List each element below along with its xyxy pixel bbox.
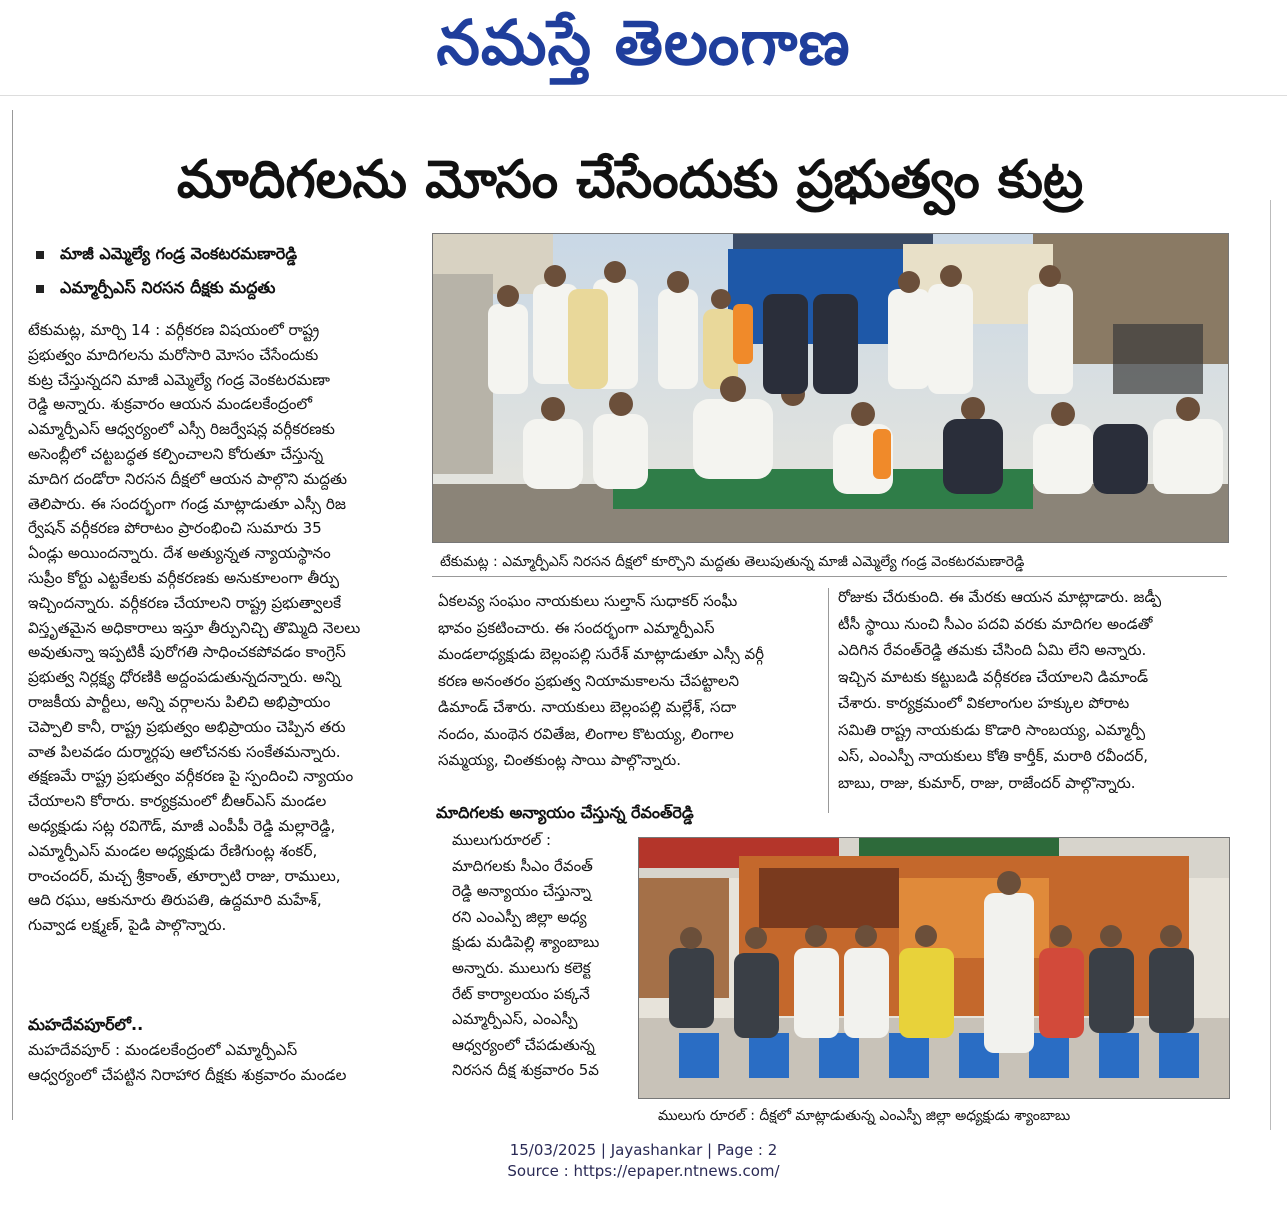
masthead-title: నమస్తే తెలంగాణ bbox=[436, 6, 851, 79]
column-3-line: బాబు, రాజు, కుమార్, రాజు, రాజేందర్ పాల్గొన్నారు. bbox=[838, 773, 1136, 792]
column-3-line: ఎదిగిన రేవంత్‌రెడ్డి తమకు చేసింది ఏమి లేని అన్నారు. bbox=[838, 641, 1147, 659]
subsection-mulugu-text bbox=[452, 828, 627, 1084]
column-2-line: మండలాధ్యక్షుడు బెల్లంపల్లి సురేశ్ మాట్లాడుతూ ఎస్సీ వర్గీ bbox=[438, 645, 765, 663]
photo-1-caption: టేకుమట్ల : ఎమ్మార్పీఎస్ నిరసన దీక్షలో కూర్చొని మద్దతు తెలుపుతున్న మాజీ ఎమ్మెల్యే గండ్ర వెంకటరమణారెడ్డి bbox=[440, 554, 1025, 570]
column-1-line: అవుతున్నా ఇప్పటికీ పురోగతి సాధించకపోవడం కాంగ్రెస్ bbox=[28, 643, 346, 662]
mulugu-line: రెడ్డి అన్యాయం చేస్తున్నా bbox=[452, 882, 592, 901]
page-footer bbox=[0, 1140, 1287, 1182]
mulugu-line: ఎమ్మార్పీఎస్, ఎంఎస్పీ bbox=[452, 1010, 578, 1029]
article-headline: మాదిగలను మోసం చేసేందుకు ప్రభుత్వం కుట్ర bbox=[176, 150, 1084, 210]
column-1-line: రాంచందర్, మచ్చ శ్రీకాంత్, తూర్పాటి రాజు, రాములు, bbox=[28, 866, 341, 885]
adjacent-page-strip bbox=[1270, 200, 1287, 1130]
column-1-line: సుప్రీం కోర్టు ఎట్టకేలకు వర్గీకరణకు అనుకూలంగా తీర్పు bbox=[28, 568, 340, 587]
subheading-mahadevpur: మహదేవపూర్‌లో.. bbox=[28, 1015, 144, 1034]
bullet-text: మాజీ ఎమ్మెల్యే గండ్ర వెంకటరమణారెడ్డి bbox=[60, 244, 298, 263]
mulugu-line: రని ఎంఎస్పీ జిల్లా అధ్య bbox=[452, 907, 587, 926]
column-2-line: సమ్మయ్య, చింతకుంట్ల సాయి పాల్గొన్నారు. bbox=[438, 751, 681, 769]
column-1-line: చేయాలని కోరారు. కార్యక్రమంలో బీఆర్ఎస్ మండల bbox=[28, 792, 327, 811]
column-rule bbox=[828, 588, 829, 813]
column-1-line: ప్రభుత్వ నిర్లక్ష్య ధోరణికి అద్దంపడుతున్నదన్నారు. అన్ని bbox=[28, 668, 341, 687]
column-1-line: చెప్పాలి కానీ, రాష్ట్ర ప్రభుత్వం అభిప్రాయం చెప్పిన తరు bbox=[28, 717, 346, 736]
column-2-line: ఏకలవ్య సంఘం నాయకులు సుల్తాన్ సుధాకర్ సంఘీ bbox=[438, 592, 738, 610]
column-3-line: చేశారు. కార్యక్రమంలో వికలాంగుల హక్కుల పోరాట bbox=[838, 694, 1130, 712]
column-1-line: ఆది రఘు, ఆకునూరు తిరుపతి, ఉద్దమారి మహేశ్, bbox=[28, 891, 322, 910]
masthead-divider bbox=[0, 95, 1287, 96]
column-3-line: రోజుకు చేరుకుంది. ఈ మేరకు ఆయన మాట్లాడారు. జడ్పీ bbox=[838, 588, 1162, 606]
column-2-line: భావం ప్రకటించారు. ఈ సందర్భంగా ఎమ్మార్పీఎస్ bbox=[438, 618, 715, 637]
mahadevpur-line: ఆధ్వర్యంలో చేపట్టిన నిరాహార దీక్షకు శుక్రవారం మండల bbox=[28, 1065, 347, 1084]
column-1-line: కుట్ర చేస్తున్నదని మాజీ ఎమ్మెల్యే గండ్ర వెంకటరమణా bbox=[28, 370, 330, 389]
bullet-item bbox=[36, 242, 297, 266]
column-3-line: సమితి రాష్ట్ర నాయకుడు కొడారి సాంబయ్య, ఎమ్మార్పీ bbox=[838, 720, 1146, 739]
bullet-text: ఎమ్మార్పీఎస్ నిరసన దీక్షకు మద్దతు bbox=[60, 278, 276, 297]
column-1-line: గువ్వాడ లక్ష్మణ్, పైడి పాల్గొన్నారు. bbox=[28, 916, 227, 935]
column-1-line: ప్రభుత్వం మాదిగలను మరోసారి మోసం చేసేందుకు bbox=[28, 345, 319, 364]
column-2-line: కరణ అనంతరం ప్రభుత్వ నియామకాలను చేపట్టాలని bbox=[438, 671, 740, 690]
column-1-line: ఇచ్చిందన్నారు. వర్గీకరణ చేయాలని రాష్ట్ర ప్రభుత్వాలకే bbox=[28, 593, 342, 612]
column-1-line: అసెంబ్లీలో చట్టబద్ధత కల్పించాలని కోరుతూ చేస్తున్న bbox=[28, 444, 324, 463]
left-page-edge bbox=[0, 110, 13, 1120]
mahadevpur-line: మహదేవపూర్ : మండలకేంద్రంలో ఎమ్మార్పీఎస్ bbox=[28, 1041, 298, 1059]
column-1-line: ర్వేషన్ వర్గీకరణ పోరాటం ప్రారంభించి సుమారు 35 bbox=[28, 519, 322, 538]
mulugu-line: ఆధ్వర్యంలో చేపడుతున్న bbox=[452, 1035, 595, 1054]
caption-rule bbox=[432, 576, 1227, 577]
subheading-revanth: మాదిగలకు అన్యాయం చేస్తున్న రేవంత్‌రెడ్డి bbox=[436, 803, 694, 822]
column-3-line: టీసీ స్థాయి నుంచి సీఎం పదవి వరకు మాదిగల అండతో bbox=[838, 614, 1153, 633]
news-photo-tekumatla bbox=[432, 233, 1229, 543]
article-column-1 bbox=[28, 318, 420, 938]
column-1-line: ఏండ్లు అయిందన్నారు. దేశ అత్యున్నత న్యాయస్థానం bbox=[28, 544, 331, 563]
column-2-line: డిమాండ్ చేశారు. నాయకులు బెల్లంపల్లి మల్లేశ్, సదా bbox=[438, 698, 737, 716]
column-3-line: ఇచ్చిన మాటకు కట్టుబడి వర్గీకరణ చేయాలని డిమాండ్ bbox=[838, 667, 1149, 686]
article-column-3 bbox=[838, 584, 1228, 796]
news-photo-mulugu bbox=[638, 837, 1230, 1099]
column-1-line: ఎమ్మార్పీఎస్ ఆధ్వర్యంలో ఎస్సీ రిజర్వేషన్ల వర్గీకరణకు bbox=[28, 420, 335, 439]
column-1-line: తెలిపారు. ఈ సందర్భంగా గండ్ర మాట్లాడుతూ ఎస్సీ రిజ bbox=[28, 494, 346, 513]
mulugu-line: మాదిగలకు సీఎం రేవంత్ bbox=[452, 856, 593, 875]
column-3-line: ఎస్, ఎంఎస్పీ నాయకులు కోతి కార్తీక్, మరాఠి రవీందర్, bbox=[838, 747, 1149, 765]
mulugu-line: క్షుడు మడిపెల్లి శ్యాంబాబు bbox=[452, 933, 600, 952]
footer-source: Source : https://epaper.ntnews.com/ bbox=[507, 1162, 780, 1180]
footer-date-edition: 15/03/2025 | Jayashankar | Page : 2 bbox=[509, 1141, 778, 1159]
bullet-item bbox=[36, 276, 275, 300]
article-column-2 bbox=[438, 588, 818, 774]
column-1-line: టేకుమట్ల, మార్చి 14 : వర్గీకరణ విషయంలో రాష్ట్ర bbox=[28, 321, 320, 339]
column-2-line: నందం, మంథెన రవితేజ, లింగాల కొటయ్య, లింగాల bbox=[438, 724, 734, 743]
newspaper-masthead bbox=[0, 0, 1287, 90]
column-1-line: రాజకీయ పార్టీలు, అన్ని వర్గాలను పిలిచి అభిప్రాయం bbox=[28, 692, 331, 711]
mulugu-line: నిరసన దీక్ష శుక్రవారం 5వ bbox=[452, 1061, 599, 1080]
protest-tent-photo bbox=[639, 838, 1229, 1098]
bullet-square-icon bbox=[36, 285, 44, 293]
mulugu-line: ములుగురూరల్ : bbox=[452, 831, 552, 849]
column-1-line: రెడ్డి అన్నారు. శుక్రవారం ఆయన మండలకేంద్రంలో bbox=[28, 395, 313, 414]
protest-sit-in-photo bbox=[433, 234, 1228, 542]
subsection-mahadevpur-text bbox=[28, 1038, 420, 1088]
mulugu-line: అన్నారు. ములుగు కలెక్ట bbox=[452, 958, 591, 977]
column-1-line: విస్తృతమైన అధికారాలు ఇస్తూ తీర్పునిచ్చి తొమ్మిది నెలలు bbox=[28, 618, 361, 637]
column-1-line: అధ్యక్షుడు సట్ల రవిగౌడ్, మాజీ ఎంపీపీ రెడ్డి మల్లారెడ్డి, bbox=[28, 816, 336, 835]
photo-2-caption: ములుగు రూరల్ : దీక్షలో మాట్లాడుతున్న ఎంఎస్పీ జిల్లా అధ్యక్షుడు శ్యాంబాబు bbox=[658, 1108, 1071, 1124]
column-1-line: ఎమ్మార్పీఎస్ మండల అధ్యక్షుడు రేణిగుంట్ల శంకర్, bbox=[28, 841, 318, 860]
column-1-line: వాత పిలవడం దుర్మార్గపు ఆలోచనకు సంకేతమన్నారు. bbox=[28, 742, 341, 761]
column-1-line: మాదిగ దండోరా నిరసన దీక్షలో ఆయన పాల్గొని మద్దతు bbox=[28, 469, 348, 488]
bullet-square-icon bbox=[36, 251, 44, 259]
column-1-line: తక్షణమే రాష్ట్ర ప్రభుత్వం వర్గీకరణ పై స్పందించి న్యాయం bbox=[28, 767, 354, 786]
mulugu-line: రేట్ కార్యాలయం పక్కనే bbox=[452, 984, 590, 1003]
